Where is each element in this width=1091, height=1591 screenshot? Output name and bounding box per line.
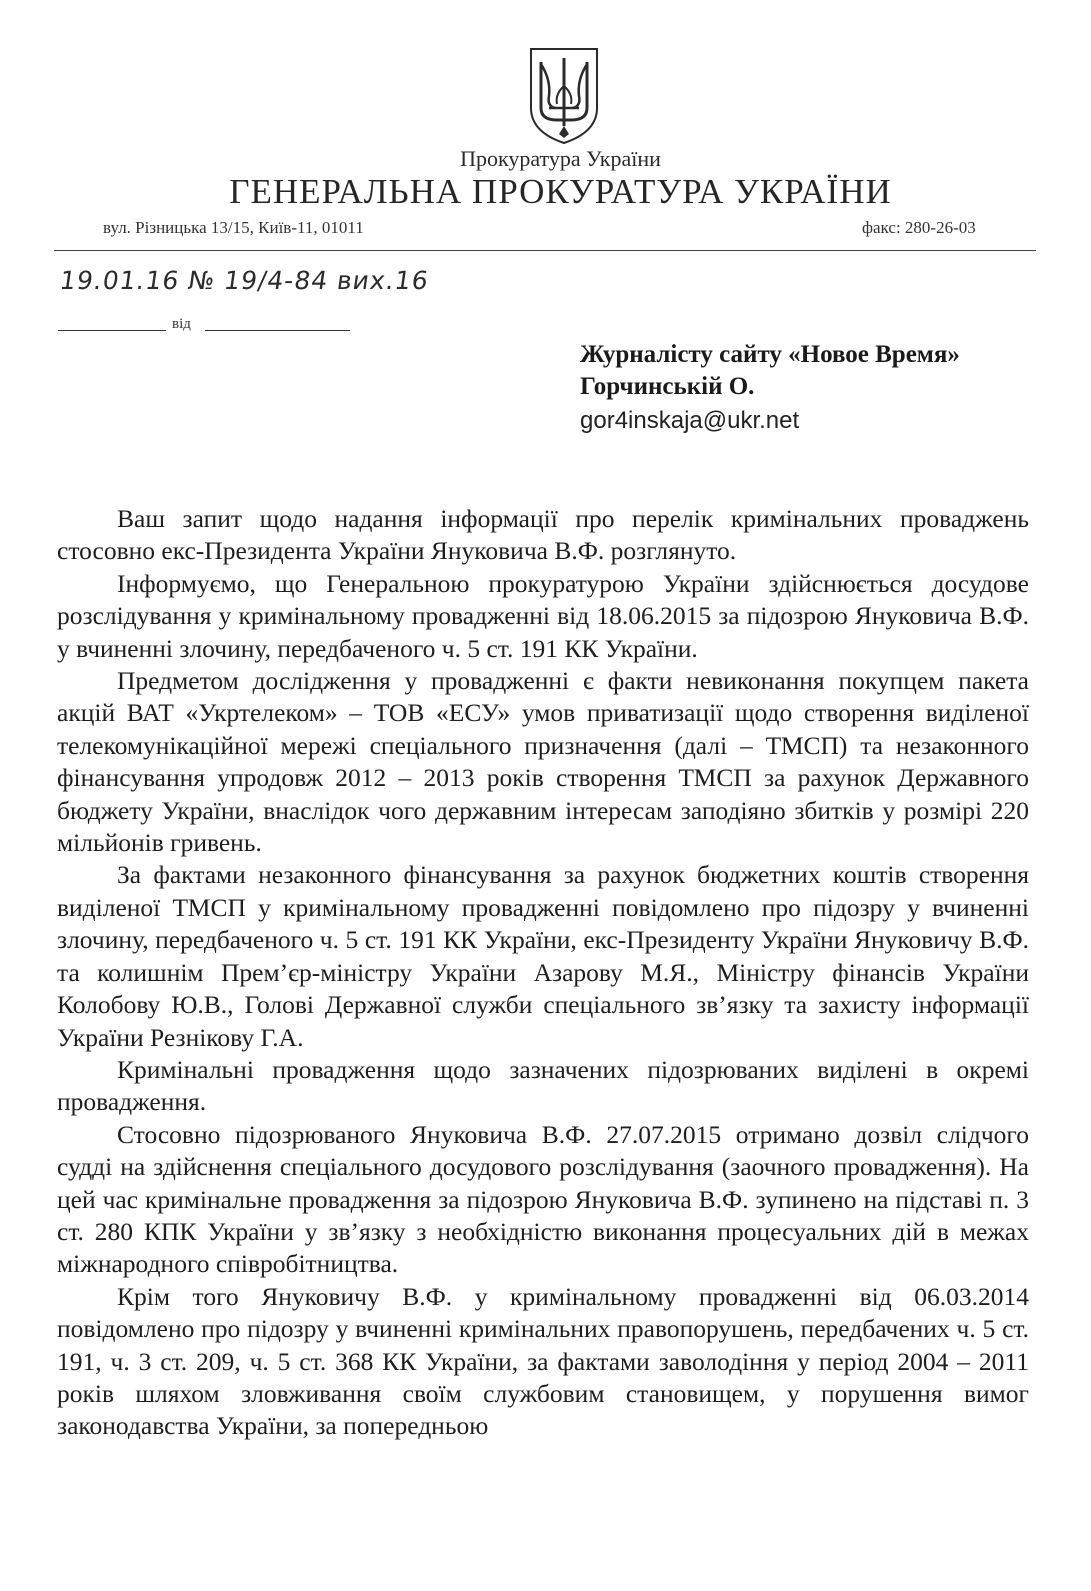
recipient-title: Журналісту сайту «Новое Время» — [580, 341, 960, 368]
date-underline — [58, 330, 166, 331]
org-address: вул. Різницька 13/15, Київ-11, 01011 — [103, 218, 364, 237]
handwritten-registration-number: 19.01.16 № 19/4-84 вих.16 — [57, 266, 431, 295]
trident-emblem-icon — [527, 46, 601, 146]
header-divider — [54, 250, 1036, 251]
paragraph: За фактами незаконного фінансування за рахунок бюджетних коштів створення виділеної ТМСП у кримінальному провадженні повідомлено про підозру у вчиненні злочину, передбаченого ч. 5 ст. 191 КК України, екс-Президенту України Януковичу В.Ф. та колишнім Прем’єр-міністру України Азарову М.Я., Міністру фінансів України Колобову Ю.В., Голові Державної служби спеціального зв’язку та захисту інформації України Резнікову Г.А. — [57, 860, 1029, 1052]
from-label: від — [172, 316, 191, 332]
paragraph: Предметом дослідження у провадженні є факти невиконання покупцем пакета акцій ВАТ «Укртелеком» – ТОВ «ЕСУ» умов приватизації щодо створення виділеної телекомунікаційної мережі спеціального призначення (далі – ТМСП) та незаконного фінансування упродовж 2012 – 2013 років створення ТМСП за рахунок Державного бюджету України, внаслідок чого державним інтересам заподіяно збитків у розмірі 220 мільйонів гривень. — [57, 666, 1029, 858]
paragraph: Крім того Януковичу В.Ф. у кримінальному провадженні від 06.03.2014 повідомлено про підозру у вчиненні кримінальних правопорушень, передбачених ч. 5 ст. 191, ч. 3 ст. 209, ч. 5 ст. 368 КК України, за фактами заволодіння у період 2004 – 2011 років шляхом зловживання своїм службовим становищем, у порушення вимог законодавства України, за попередньою — [57, 1281, 1029, 1441]
recipient-name: Горчинській О. — [580, 373, 755, 400]
recipient-email: gor4inskaja@ukr.net — [580, 407, 800, 434]
paragraph: Стосовно підозрюваного Януковича В.Ф. 27.07.2015 отримано дозвіл слідчого судді на здійснення спеціального досудового розслідування (заочного провадження). На цей час кримінальне провадження за підозрою Януковича В.Ф. зупинено на підставі п. 3 ст. 280 КПК України у зв’язку з необхідністю виконання процесуальних дій в межах міжнародного співробітництва. — [57, 1119, 1029, 1279]
paragraph: Кримінальні провадження щодо зазначених підозрюваних виділені в окремі провадження. — [57, 1054, 1029, 1117]
org-title: ГЕНЕРАЛЬНА ПРОКУРАТУРА УКРАЇНИ — [229, 172, 892, 211]
paragraph: Інформуємо, що Генеральною прокуратурою України здійснюється досудове розслідування у кримінальному провадженні від 18.06.2015 за підозрою Януковича В.Ф. у вчиненні злочину, передбаченого ч. 5 ст. 191 КК України. — [57, 568, 1029, 663]
org-subtitle: Прокуратура України — [460, 146, 661, 171]
number-underline — [205, 330, 350, 331]
org-fax: факс: 280-26-03 — [862, 218, 976, 237]
recipient-block — [580, 339, 1040, 439]
paragraph: Ваш запит щодо надання інформації про перелік кримінальних проваджень стосовно екс-Президента України Януковича В.Ф. розглянуто. — [57, 504, 1029, 566]
letter-body — [57, 503, 1029, 1443]
